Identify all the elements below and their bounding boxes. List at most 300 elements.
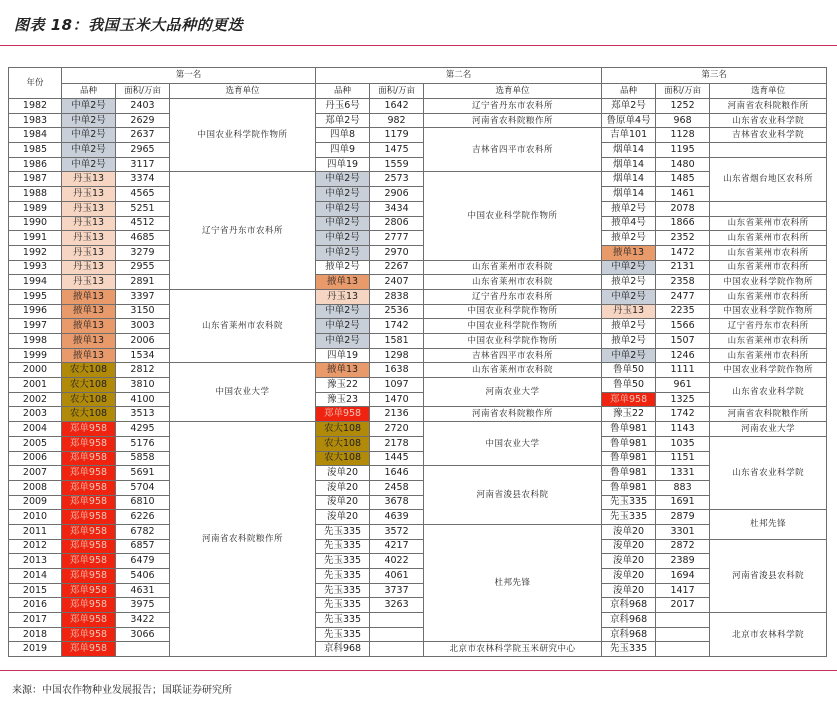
variety-cell: 掖单13 (62, 319, 116, 334)
area-cell: 2017 (656, 598, 710, 613)
area-cell: 2812 (116, 363, 170, 378)
area-cell: 2389 (656, 554, 710, 569)
variety-cell: 浚单20 (602, 583, 656, 598)
area-cell: 2637 (116, 128, 170, 143)
area-cell: 1325 (656, 392, 710, 407)
variety-cell: 中单2号 (316, 172, 370, 187)
rank2-header: 第二名 (316, 68, 602, 84)
variety-cell: 中单2号 (316, 319, 370, 334)
area-cell: 1445 (370, 451, 424, 466)
variety-cell: 中单2号 (62, 99, 116, 114)
variety-header: 品种 (62, 83, 116, 99)
area-cell: 4295 (116, 422, 170, 437)
area-cell: 2970 (370, 245, 424, 260)
variety-cell: 先玉335 (316, 613, 370, 628)
year-cell: 2000 (9, 363, 62, 378)
variety-cell: 烟单14 (602, 172, 656, 187)
area-cell (370, 627, 424, 642)
area-cell: 2838 (370, 289, 424, 304)
table-row (9, 231, 827, 246)
variety-cell: 郑单958 (62, 495, 116, 510)
area-cell: 1097 (370, 378, 424, 393)
variety-cell: 郑单958 (62, 422, 116, 437)
area-cell: 2407 (370, 275, 424, 290)
area-cell: 2078 (656, 201, 710, 216)
area-cell: 1742 (656, 407, 710, 422)
breeding-unit-cell: 中国农业科学院作物所 (710, 275, 827, 290)
area-cell: 2131 (656, 260, 710, 275)
variety-cell: 掖单13 (62, 304, 116, 319)
area-cell: 3810 (116, 378, 170, 393)
table-row (9, 407, 827, 422)
breeding-unit-cell: 山东省农业科学院 (710, 113, 827, 128)
variety-header: 品种 (316, 83, 370, 99)
area-cell: 3678 (370, 495, 424, 510)
breeding-unit-cell: 河南农业大学 (424, 378, 602, 407)
year-cell: 2004 (9, 422, 62, 437)
area-cell: 2891 (116, 275, 170, 290)
variety-cell: 郑单958 (62, 466, 116, 481)
variety-cell: 先玉335 (602, 495, 656, 510)
breeding-unit-cell: 吉林省四平市农科所 (424, 348, 602, 363)
area-cell: 1331 (656, 466, 710, 481)
area-cell: 3434 (370, 201, 424, 216)
variety-cell: 鲁单981 (602, 422, 656, 437)
table-row (9, 480, 827, 495)
table-row (9, 598, 827, 613)
variety-cell: 郑单958 (62, 436, 116, 451)
area-cell: 5406 (116, 569, 170, 584)
area-cell (656, 613, 710, 628)
area-cell: 6857 (116, 539, 170, 554)
table-row (9, 348, 827, 363)
area-cell: 5858 (116, 451, 170, 466)
area-cell: 2477 (656, 289, 710, 304)
area-cell: 4061 (370, 569, 424, 584)
variety-cell: 豫玉22 (602, 407, 656, 422)
breeding-unit-cell: 北京市农林科学院玉米研究中心 (424, 642, 602, 657)
variety-cell: 掖单13 (316, 275, 370, 290)
variety-cell: 郑单958 (62, 642, 116, 657)
year-cell: 1990 (9, 216, 62, 231)
table-row (9, 554, 827, 569)
variety-cell: 农大108 (62, 392, 116, 407)
area-cell: 3263 (370, 598, 424, 613)
variety-cell: 掖单13 (62, 348, 116, 363)
variety-cell: 丹玉13 (62, 275, 116, 290)
area-cell: 3279 (116, 245, 170, 260)
area-cell: 3374 (116, 172, 170, 187)
breeding-unit-cell: 河南省浚县农科院 (710, 539, 827, 612)
variety-cell: 郑单958 (62, 480, 116, 495)
table-row (9, 627, 827, 642)
breeding-unit-cell: 山东省莱州市农科所 (710, 334, 827, 349)
unit-header: 选育单位 (710, 83, 827, 99)
breeding-unit-cell: 中国农业大学 (424, 422, 602, 466)
year-cell: 1988 (9, 187, 62, 202)
area-cell: 2235 (656, 304, 710, 319)
breeding-unit-cell: 辽宁省丹东市农科所 (170, 172, 316, 290)
area-cell (370, 642, 424, 657)
area-cell: 961 (656, 378, 710, 393)
area-cell: 1252 (656, 99, 710, 114)
area-cell: 2006 (116, 334, 170, 349)
year-cell: 1992 (9, 245, 62, 260)
breeding-unit-cell: 山东省莱州市农科所 (710, 245, 827, 260)
area-cell: 4685 (116, 231, 170, 246)
unit-header: 选育单位 (424, 83, 602, 99)
breeding-unit-cell: 山东省莱州市农科所 (710, 216, 827, 231)
area-cell: 3150 (116, 304, 170, 319)
area-cell: 1742 (370, 319, 424, 334)
variety-cell: 掖单2号 (316, 260, 370, 275)
variety-cell: 郑单2号 (602, 99, 656, 114)
year-cell: 1995 (9, 289, 62, 304)
table-row (9, 642, 827, 657)
year-cell: 2015 (9, 583, 62, 598)
area-cell: 5176 (116, 436, 170, 451)
variety-cell: 郑单958 (62, 539, 116, 554)
area-cell: 2178 (370, 436, 424, 451)
variety-cell: 掖单13 (602, 245, 656, 260)
variety-cell: 中单2号 (62, 157, 116, 172)
breeding-unit-cell: 山东省莱州市农科所 (710, 348, 827, 363)
breeding-unit-cell: 中国农业大学 (170, 363, 316, 422)
variety-cell: 鲁原单4号 (602, 113, 656, 128)
area-cell: 1195 (656, 143, 710, 158)
variety-cell: 烟单14 (602, 143, 656, 158)
year-cell: 2005 (9, 436, 62, 451)
year-cell: 1987 (9, 172, 62, 187)
variety-cell: 京科968 (602, 627, 656, 642)
table-row (9, 201, 827, 216)
variety-cell: 先玉335 (316, 583, 370, 598)
variety-cell: 郑单958 (316, 407, 370, 422)
area-cell: 1507 (656, 334, 710, 349)
area-cell: 1646 (370, 466, 424, 481)
variety-cell: 掖单2号 (602, 231, 656, 246)
variety-cell: 农大108 (316, 422, 370, 437)
variety-cell: 先玉335 (316, 554, 370, 569)
area-cell: 2536 (370, 304, 424, 319)
area-cell: 3422 (116, 613, 170, 628)
table-row (9, 143, 827, 158)
variety-cell: 京科968 (602, 598, 656, 613)
area-cell: 2358 (656, 275, 710, 290)
table-row (9, 99, 827, 114)
area-cell: 2403 (116, 99, 170, 114)
breeding-unit-cell: 辽宁省丹东市农科所 (710, 319, 827, 334)
area-cell: 1480 (656, 157, 710, 172)
area-cell: 2906 (370, 187, 424, 202)
area-cell: 2965 (116, 143, 170, 158)
variety-cell: 丹玉13 (316, 289, 370, 304)
variety-cell: 掖单13 (316, 363, 370, 378)
table-row (9, 319, 827, 334)
area-cell: 4631 (116, 583, 170, 598)
breeding-unit-cell: 辽宁省丹东市农科所 (424, 99, 602, 114)
area-cell: 5251 (116, 201, 170, 216)
breeding-unit-cell: 山东省莱州市农科所 (710, 231, 827, 246)
breeding-unit-cell: 山东省农业科学院 (710, 436, 827, 509)
breeding-unit-cell: 山东省农业科学院 (710, 378, 827, 407)
year-cell: 2006 (9, 451, 62, 466)
year-cell: 2014 (9, 569, 62, 584)
variety-cell: 郑单958 (62, 554, 116, 569)
breeding-unit-cell: 河南省农科院粮作所 (424, 113, 602, 128)
variety-cell: 掖单2号 (602, 201, 656, 216)
variety-cell: 中单2号 (316, 201, 370, 216)
area-cell: 3513 (116, 407, 170, 422)
area-cell: 2458 (370, 480, 424, 495)
area-cell: 1470 (370, 392, 424, 407)
table-row (9, 172, 827, 187)
variety-cell: 丹玉13 (62, 187, 116, 202)
variety-cell: 掖单2号 (602, 319, 656, 334)
table-row (9, 157, 827, 172)
area-cell: 6810 (116, 495, 170, 510)
area-cell: 5691 (116, 466, 170, 481)
table-row (9, 334, 827, 349)
variety-cell: 郑单958 (62, 524, 116, 539)
variety-cell: 先玉335 (602, 510, 656, 525)
area-cell: 1691 (656, 495, 710, 510)
variety-cell: 四单9 (316, 143, 370, 158)
area-cell: 3066 (116, 627, 170, 642)
year-cell: 2012 (9, 539, 62, 554)
area-cell: 2136 (370, 407, 424, 422)
rank1-header: 第一名 (62, 68, 316, 84)
year-cell: 2019 (9, 642, 62, 657)
year-cell: 1991 (9, 231, 62, 246)
breeding-unit-cell: 山东省莱州市农科院 (424, 260, 602, 275)
area-cell: 6226 (116, 510, 170, 525)
area-cell: 1417 (656, 583, 710, 598)
area-cell (656, 627, 710, 642)
variety-cell: 鲁单50 (602, 363, 656, 378)
variety-cell: 郑单2号 (316, 113, 370, 128)
area-cell: 6479 (116, 554, 170, 569)
table-row (9, 524, 827, 539)
breeding-unit-cell: 河南省浚县农科院 (424, 466, 602, 525)
area-cell: 3117 (116, 157, 170, 172)
variety-cell: 农大108 (62, 378, 116, 393)
table-row (9, 422, 827, 437)
table-row (9, 466, 827, 481)
table-row (9, 275, 827, 290)
breeding-unit-cell: 河南省农科院粮作所 (710, 99, 827, 114)
variety-cell: 京科968 (316, 642, 370, 657)
variety-cell: 先玉335 (316, 569, 370, 584)
breeding-unit-cell: 山东省烟台地区农科所 (710, 157, 827, 201)
variety-cell: 郑单958 (602, 392, 656, 407)
year-cell: 1986 (9, 157, 62, 172)
table-row (9, 289, 827, 304)
variety-cell: 先玉335 (316, 539, 370, 554)
year-cell: 1998 (9, 334, 62, 349)
area-cell: 4217 (370, 539, 424, 554)
breeding-unit-cell: 山东省莱州市农科所 (710, 260, 827, 275)
area-cell: 3397 (116, 289, 170, 304)
variety-cell: 京科968 (602, 613, 656, 628)
area-cell: 4022 (370, 554, 424, 569)
variety-cell: 浚单20 (316, 495, 370, 510)
year-cell: 1989 (9, 201, 62, 216)
table-row (9, 113, 827, 128)
area-cell: 2872 (656, 539, 710, 554)
variety-cell: 烟单14 (602, 187, 656, 202)
breeding-unit-cell: 辽宁省丹东市农科所 (424, 289, 602, 304)
breeding-unit-cell: 中国农业科学院作物所 (424, 172, 602, 260)
area-header: 面积/万亩 (370, 83, 424, 99)
area-cell: 4639 (370, 510, 424, 525)
variety-cell: 农大108 (316, 451, 370, 466)
variety-cell: 丹玉6号 (316, 99, 370, 114)
year-cell: 2009 (9, 495, 62, 510)
table-row (9, 128, 827, 143)
area-cell: 6782 (116, 524, 170, 539)
year-cell: 2002 (9, 392, 62, 407)
year-cell: 1999 (9, 348, 62, 363)
area-cell: 1475 (370, 143, 424, 158)
area-cell: 968 (656, 113, 710, 128)
area-cell (370, 613, 424, 628)
area-cell: 2777 (370, 231, 424, 246)
area-cell: 1128 (656, 128, 710, 143)
area-header: 面积/万亩 (116, 83, 170, 99)
area-cell: 2955 (116, 260, 170, 275)
area-cell: 1246 (656, 348, 710, 363)
table-row (9, 583, 827, 598)
table-row (9, 216, 827, 231)
variety-cell: 郑单958 (62, 510, 116, 525)
variety-cell: 中单2号 (316, 245, 370, 260)
breeding-unit-cell: 吉林省四平市农科所 (424, 128, 602, 172)
breeding-unit-cell: 河南省农科院粮作所 (424, 407, 602, 422)
area-cell: 3975 (116, 598, 170, 613)
variety-cell: 鲁单981 (602, 480, 656, 495)
year-cell: 1983 (9, 113, 62, 128)
table-row (9, 245, 827, 260)
area-cell: 2720 (370, 422, 424, 437)
footer-divider (0, 670, 837, 671)
year-cell: 2017 (9, 613, 62, 628)
variety-cell: 先玉335 (316, 524, 370, 539)
area-cell (656, 642, 710, 657)
breeding-unit-cell: 山东省莱州市农科所 (710, 289, 827, 304)
variety-cell: 浚单20 (602, 524, 656, 539)
year-cell: 1982 (9, 99, 62, 114)
breeding-unit-cell: 北京市农林科学院 (710, 613, 827, 657)
area-cell: 1638 (370, 363, 424, 378)
variety-cell: 农大108 (62, 407, 116, 422)
variety-cell: 掖单2号 (602, 334, 656, 349)
variety-cell: 浚单20 (316, 480, 370, 495)
area-cell: 2806 (370, 216, 424, 231)
year-cell: 2010 (9, 510, 62, 525)
variety-cell: 丹玉13 (62, 201, 116, 216)
breeding-unit-cell: 杜邦先锋 (710, 510, 827, 539)
variety-cell: 鲁单981 (602, 436, 656, 451)
area-cell: 4100 (116, 392, 170, 407)
breeding-unit-cell: 中国农业科学院作物所 (424, 319, 602, 334)
page-title: 图表 18：我国玉米大品种的更迭 (14, 16, 244, 34)
area-cell: 883 (656, 480, 710, 495)
area-cell: 2573 (370, 172, 424, 187)
area-cell: 4565 (116, 187, 170, 202)
area-cell: 2352 (656, 231, 710, 246)
breeding-unit-cell: 河南省农科院粮作所 (710, 407, 827, 422)
variety-cell: 郑单958 (62, 627, 116, 642)
variety-cell: 掖单2号 (602, 275, 656, 290)
year-cell: 2016 (9, 598, 62, 613)
breeding-unit-cell: 山东省莱州市农科院 (424, 275, 602, 290)
variety-cell: 中单2号 (602, 289, 656, 304)
variety-cell: 浚单20 (316, 466, 370, 481)
area-cell: 1461 (656, 187, 710, 202)
breeding-unit-cell: 中国农业科学院作物所 (424, 334, 602, 349)
year-cell: 1997 (9, 319, 62, 334)
breeding-unit-cell: 山东省莱州市农科院 (170, 289, 316, 362)
breeding-unit-cell (710, 143, 827, 158)
variety-cell: 丹玉13 (62, 260, 116, 275)
variety-cell: 豫玉22 (316, 378, 370, 393)
table-row (9, 510, 827, 525)
area-cell: 1642 (370, 99, 424, 114)
breeding-unit-cell: 吉林省农业科学院 (710, 128, 827, 143)
year-cell: 1993 (9, 260, 62, 275)
variety-cell: 农大108 (316, 436, 370, 451)
variety-cell: 吉单101 (602, 128, 656, 143)
table-row (9, 187, 827, 202)
year-cell: 2011 (9, 524, 62, 539)
year-cell: 1996 (9, 304, 62, 319)
rank3-header: 第三名 (602, 68, 827, 84)
variety-cell: 丹玉13 (62, 216, 116, 231)
variety-cell: 四单8 (316, 128, 370, 143)
area-cell: 1485 (656, 172, 710, 187)
variety-cell: 郑单958 (62, 583, 116, 598)
variety-cell: 四单19 (316, 348, 370, 363)
year-cell: 2013 (9, 554, 62, 569)
variety-cell: 浚单20 (602, 554, 656, 569)
variety-cell: 浚单20 (602, 569, 656, 584)
variety-cell: 先玉335 (602, 642, 656, 657)
area-cell: 2629 (116, 113, 170, 128)
area-cell: 1534 (116, 348, 170, 363)
breeding-unit-cell: 杜邦先锋 (424, 524, 602, 642)
area-cell: 1179 (370, 128, 424, 143)
variety-cell: 中单2号 (316, 334, 370, 349)
area-cell: 1143 (656, 422, 710, 437)
table-row (9, 539, 827, 554)
variety-cell: 浚单20 (602, 539, 656, 554)
variety-cell: 烟单14 (602, 157, 656, 172)
variety-cell: 中单2号 (62, 113, 116, 128)
year-cell: 2018 (9, 627, 62, 642)
variety-cell: 中单2号 (316, 187, 370, 202)
year-cell: 2007 (9, 466, 62, 481)
year-cell: 2003 (9, 407, 62, 422)
variety-cell: 中单2号 (62, 128, 116, 143)
area-cell: 3003 (116, 319, 170, 334)
table-row (9, 495, 827, 510)
area-cell: 4512 (116, 216, 170, 231)
variety-cell: 掖单13 (62, 334, 116, 349)
variety-cell: 鲁单981 (602, 451, 656, 466)
variety-cell: 农大108 (62, 363, 116, 378)
area-cell: 1151 (656, 451, 710, 466)
